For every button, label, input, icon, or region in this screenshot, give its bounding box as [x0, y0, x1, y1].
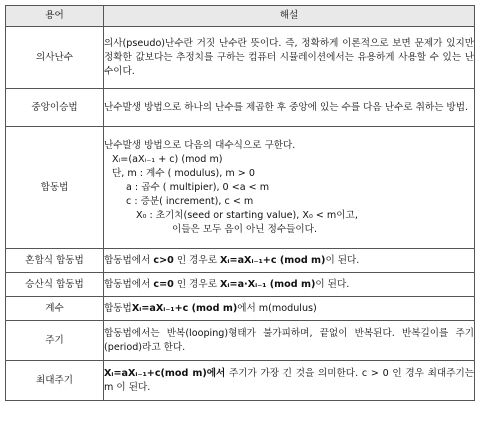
- table-header-row: [6, 6, 475, 27]
- term-cell: 주기: [6, 321, 104, 361]
- term-cell: 중앙이승법: [6, 89, 104, 127]
- table-row: [6, 27, 475, 89]
- term-cell: 최대주기: [6, 361, 104, 401]
- description-cell: 합동법에서는 반복(looping)형태가 불가피하며, 끝없이 반복된다. 반복길이를 주기(period)라고 한다.: [104, 321, 475, 361]
- description-cell: Xᵢ=aXᵢ₋₁+c(mod m)에서 주기가 가장 긴 것을 의미한다. c > 0 인 경우 최대주기는 m 이 된다.: [104, 361, 475, 401]
- formula-condition-line: 이들은 모두 음이 아닌 정수들이다.: [172, 223, 317, 235]
- description-cell: 합동법에서 c>0 인 경우로 Xᵢ=aXᵢ₋₁+c (mod m)이 된다.: [104, 249, 475, 273]
- description-cell: 난수발생 방법으로 하나의 난수를 제곱한 후 중앙에 있는 수를 다음 난수로 취하는 방법.: [104, 89, 475, 127]
- formula-intro-line: 난수발생 방법으로 다음의 대수식으로 구한다.: [104, 139, 296, 151]
- term-cell: 합동법: [6, 127, 104, 249]
- table-row: [6, 321, 475, 361]
- formula-condition-line: c : 증분( increment), c < m: [126, 195, 254, 207]
- table-row: [6, 273, 475, 297]
- table-row: [6, 127, 475, 249]
- formula-line: Xᵢ=(aXᵢ₋₁ + c) (mod m): [112, 153, 223, 165]
- formula-condition-line: a : 곱수 ( multipier), 0 <a < m: [126, 181, 270, 193]
- table-row: [6, 361, 475, 401]
- table-row: [6, 297, 475, 321]
- table-row: [6, 249, 475, 273]
- formula-condition-line: 단, m : 계수 ( modulus), m > 0: [112, 167, 255, 179]
- description-cell: [104, 127, 475, 249]
- table-row: [6, 89, 475, 127]
- formula-condition-line: X₀ : 초기치(seed or starting value), X₀ < m이고,: [136, 209, 358, 221]
- term-cell: 승산식 합동법: [6, 273, 104, 297]
- description-cell: 합동법Xᵢ=aXᵢ₋₁+c (mod m)에서 m(modulus): [104, 297, 475, 321]
- description-cell: 합동법에서 c=0 인 경우로 Xᵢ=a·Xᵢ₋₁ (mod m)이 된다.: [104, 273, 475, 297]
- term-column-header: 용어: [6, 6, 104, 27]
- glossary-table: [5, 5, 475, 401]
- description-cell: 의사(pseudo)난수란 거짓 난수란 뜻이다. 즉, 정확하게 이론적으로 보면 문제가 있지만 정확한 값보다는 추정치를 구하는 컴퓨터 시뮬레이션에서는 유용하게 사용할 수 있는 난수이다.: [104, 27, 475, 89]
- description-column-header: 해설: [104, 6, 475, 27]
- term-cell: 혼합식 합동법: [6, 249, 104, 273]
- term-cell: 계수: [6, 297, 104, 321]
- term-cell: 의사난수: [6, 27, 104, 89]
